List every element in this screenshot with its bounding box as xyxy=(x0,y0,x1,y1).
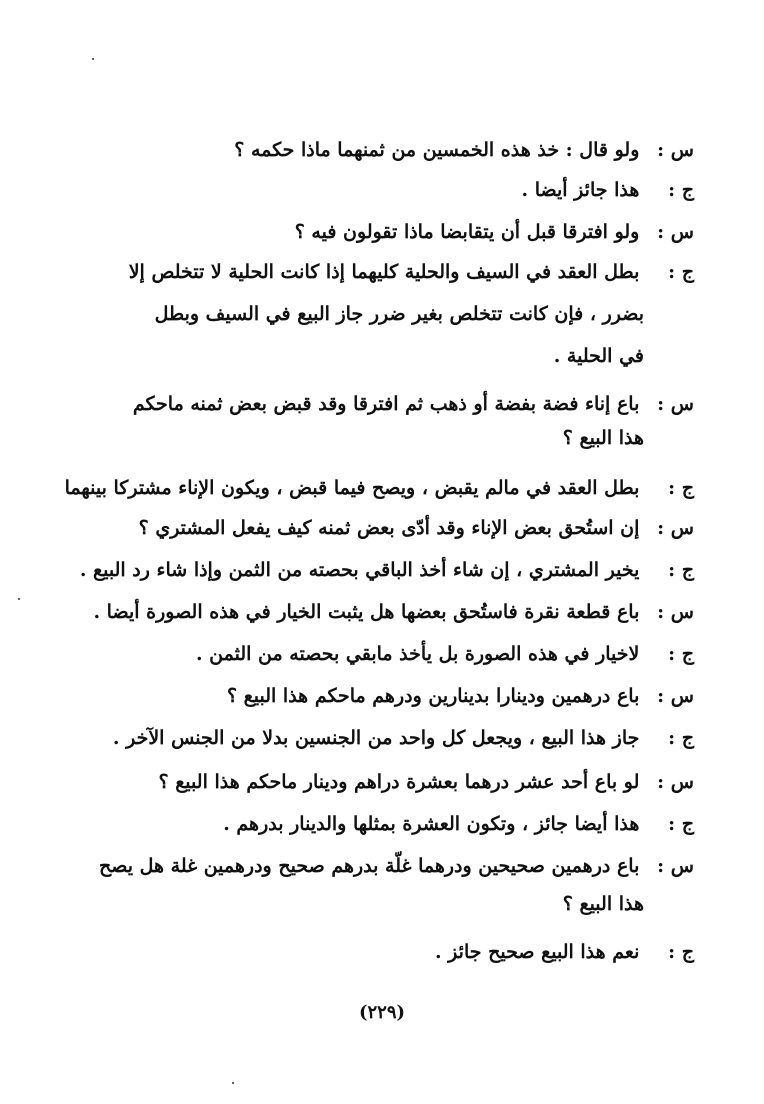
question-line xyxy=(94,592,694,632)
line-text: إن استُحق بعض الإناء وقد أدّى بعض ثمنه كيف يفعل المشتري ؟ xyxy=(138,517,640,539)
answer-marker: ج : xyxy=(668,179,694,201)
line-text: هذا أيضا جائز ، وتكون العشرة بمثلها والدينار بدرهم . xyxy=(223,813,640,835)
answer-marker: ج : xyxy=(668,261,694,283)
question-marker: س : xyxy=(657,601,694,623)
question-line xyxy=(94,212,694,252)
line-text: في الحلية . xyxy=(553,345,644,367)
answer-line xyxy=(64,468,694,508)
scan-speck xyxy=(232,1082,234,1084)
scan-speck xyxy=(18,598,20,600)
answer-line xyxy=(94,634,694,674)
answer-marker: ج : xyxy=(668,727,694,749)
question-line xyxy=(94,846,694,886)
continuation-line xyxy=(84,418,644,458)
answer-line xyxy=(79,550,694,590)
answer-marker: ج : xyxy=(668,941,694,963)
line-text: هذا البيع ؟ xyxy=(562,427,644,449)
answer-line xyxy=(94,718,694,758)
line-text: يخير المشتري ، إن شاء أخذ الباقي بحصته من الثمن وإذا شاء رد البيع . xyxy=(79,559,640,581)
line-text: هذا البيع ؟ xyxy=(562,893,644,915)
answer-line xyxy=(94,252,694,292)
question-marker: س : xyxy=(657,771,694,793)
continuation-line xyxy=(84,336,644,376)
continuation-line xyxy=(84,884,644,924)
line-text: باع قطعة نقرة فاستُحق بعضها هل يثبت الخيار في هذه الصورة أيضا . xyxy=(93,601,640,623)
line-text: باع درهمين صحيحين ودرهما غلّة بدرهم صحيح ودرهمين غلة هل يصح xyxy=(99,855,640,877)
line-text: لاخيار في هذه الصورة بل يأخذ مابقي بحصته من الثمن . xyxy=(195,643,640,665)
line-text: باع درهمين ودينارا بدينارين ودرهم ماحكم هذا البيع ؟ xyxy=(226,685,640,707)
question-marker: س : xyxy=(657,393,694,415)
line-text: هذا جائز أيضا . xyxy=(521,179,640,201)
line-text: ولو افترقا قبل أن يتقابضا ماذا تقولون فيه ؟ xyxy=(294,221,640,243)
question-marker: س : xyxy=(657,517,694,539)
answer-marker: ج : xyxy=(668,813,694,835)
question-line xyxy=(94,508,694,548)
line-text: جاز هذا البيع ، ويجعل كل واحد من الجنسين بدلا من الجنس الآخر . xyxy=(112,727,640,749)
line-text: بطل العقد في مالم يقبض ، ويصح فيما قبض ، ويكون الإناء مشتركا بينهما xyxy=(64,477,640,499)
line-text: ولو قال : خذ هذه الخمسين من ثمنهما ماذا حكمه ؟ xyxy=(234,139,640,161)
question-marker: س : xyxy=(657,139,694,161)
answer-marker: ج : xyxy=(668,477,694,499)
question-line xyxy=(94,676,694,716)
answer-line xyxy=(94,932,694,972)
line-text: لو باع أحد عشر درهما بعشرة دراهم ودينار ماحكم هذا البيع ؟ xyxy=(158,771,640,793)
question-line xyxy=(94,762,694,802)
question-marker: س : xyxy=(657,221,694,243)
continuation-line xyxy=(84,294,644,334)
scan-speck xyxy=(92,58,94,60)
question-line xyxy=(94,130,694,170)
question-marker: س : xyxy=(657,855,694,877)
line-text: بطل العقد في السيف والحلية كليهما إذا كانت الحلية لا تتخلص إلا xyxy=(128,261,640,283)
line-text: بضرر ، فإن كانت تتخلص بغير ضرر جاز البيع في السيف وبطل xyxy=(154,303,644,325)
answer-marker: ج : xyxy=(668,559,694,581)
page-number: (٢٢٩) xyxy=(358,1002,406,1023)
answer-line xyxy=(94,170,694,210)
answer-line xyxy=(94,804,694,844)
line-text: باع إناء فضة بفضة أو ذهب ثم افترقا وقد قبض بعض ثمنه ماحكم xyxy=(132,393,640,415)
answer-marker: ج : xyxy=(668,643,694,665)
question-marker: س : xyxy=(657,685,694,707)
line-text: نعم هذا البيع صحيح جائز . xyxy=(434,941,640,963)
